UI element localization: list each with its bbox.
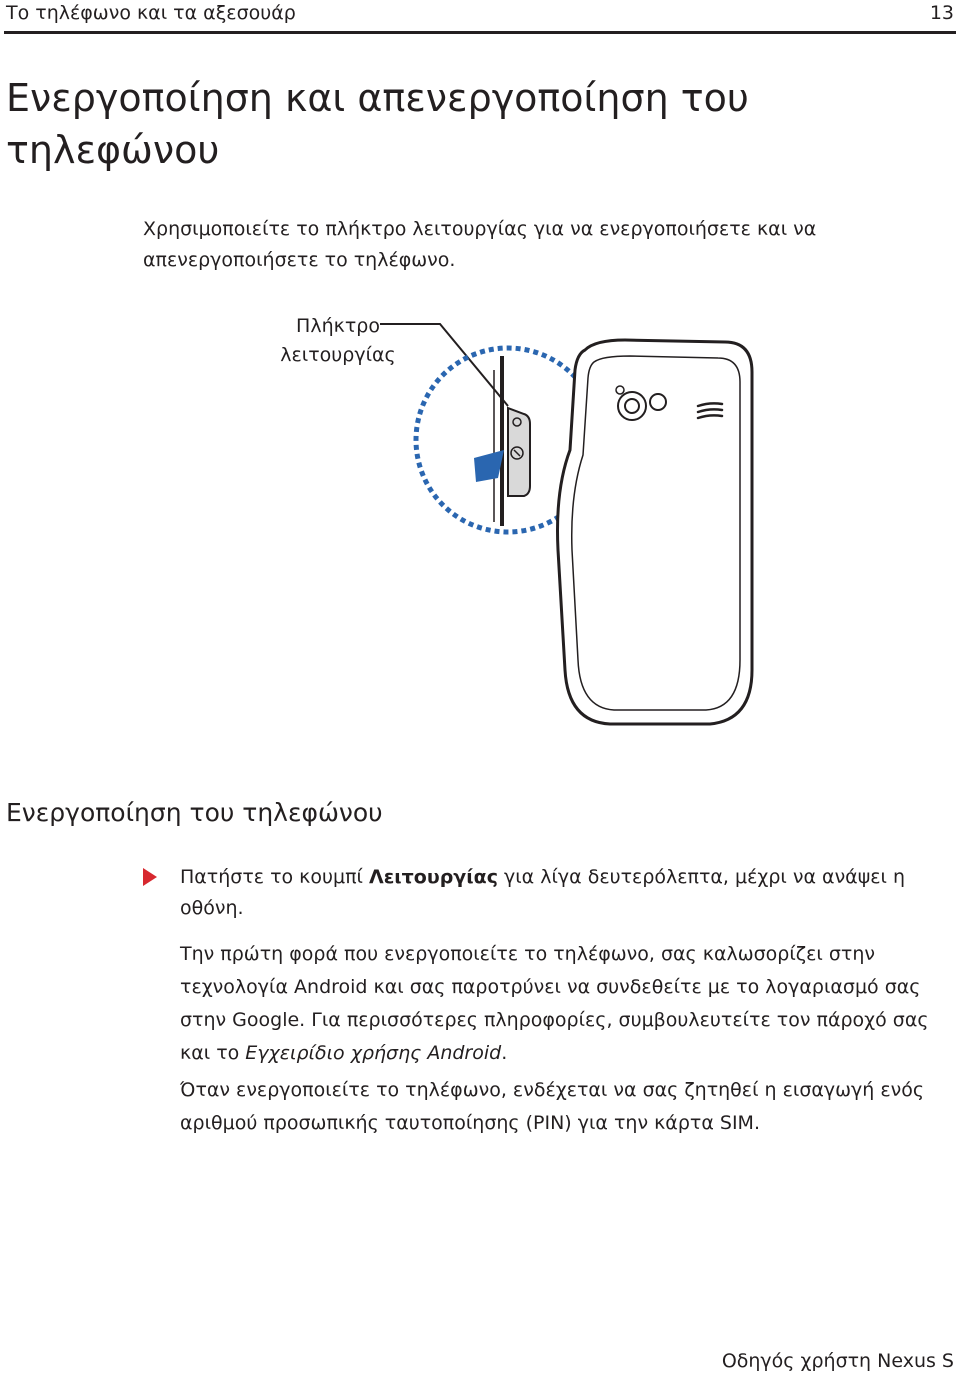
step-instruction [180, 862, 925, 924]
callout-line-2: λειτουργίας [280, 344, 396, 366]
android-guide-title: Εγχειρίδιο χρήσης Android [245, 1042, 502, 1064]
page-number: 13 [929, 2, 954, 24]
step-key-name: Λειτουργίας [369, 866, 498, 888]
paragraph-first-end: . [501, 1042, 508, 1064]
footer: Οδηγός χρήστη Nexus S [721, 1350, 954, 1372]
callout-leader-line [380, 324, 508, 406]
paragraph-first-start [180, 938, 950, 1070]
flash [650, 394, 666, 410]
arrow-icon [474, 450, 504, 482]
intro-paragraph: Χρησιμοποιείτε το πλήκτρο λειτουργίας για να ενεργοποιήσετε και να απενεργοποιήσετε το τηλέφωνο. [143, 218, 817, 271]
step-text-pre: Πατήστε το κουμπί [180, 866, 369, 888]
bullet-triangle-icon [143, 868, 157, 886]
step-text-post: για λίγα δευτερόλεπτα, μέχρι να ανάψει η οθόνη. [180, 866, 906, 919]
header-rule [4, 31, 956, 34]
paragraph-first-text: Την πρώτη φορά που ενεργοποιείτε το τηλέφωνο, σας καλωσορίζει στην τεχνολογία Android και σας παροτρύνει να συνδεθείτε με το λογαριασμό σας στην Google. Για περισσότερες πληροφορίες, συμβουλευτείτε τον πάροχό σας και το [180, 943, 929, 1064]
paragraph-pin: Όταν ενεργοποιείτε το τηλέφωνο, ενδέχεται να σας ζητηθεί η εισαγωγή ενός αριθμού προσωπικής ταυτοποίησης (PIN) για την κάρτα SIM. [180, 1079, 925, 1134]
callout-line-1: Πλήκτρο [296, 315, 380, 337]
camera-lens [618, 392, 646, 420]
power-key [508, 408, 530, 496]
section-title: Ενεργοποίηση του τηλεφώνου [6, 798, 383, 827]
running-head: Το τηλέφωνο και τα αξεσουάρ [6, 2, 296, 24]
phone-illustration [380, 310, 780, 750]
page-title: Ενεργοποίηση και απενεργοποίηση του τηλεφώνου [6, 76, 749, 172]
